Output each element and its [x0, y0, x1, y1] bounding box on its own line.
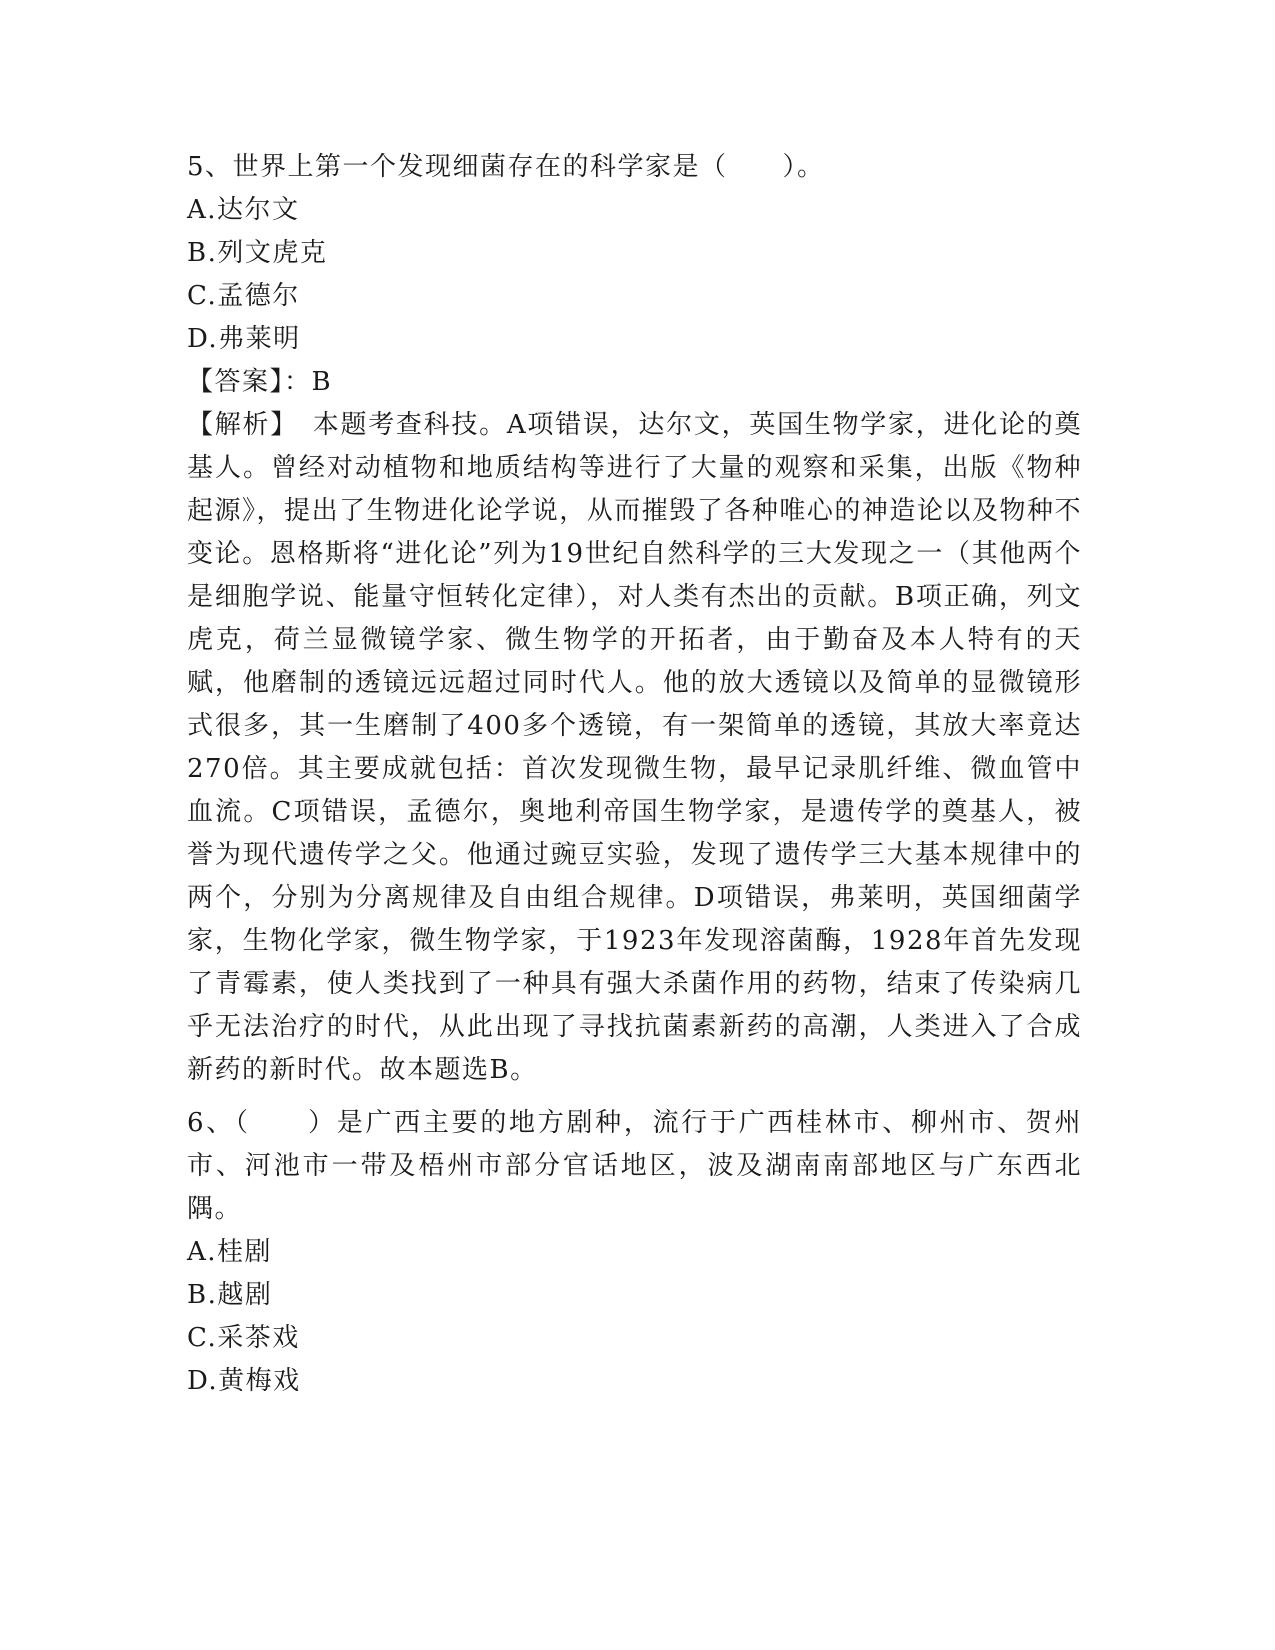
option-d: D.弗莱明	[187, 324, 301, 354]
question-6	[187, 1102, 1082, 1403]
question-divider	[187, 1092, 1082, 1102]
analysis: 【解析】 本题考查科技。A项错误，达尔文，英国生物学家，进化论的奠基人。曾经对动植物和地质结构等进行了大量的观察和采集，出版《物种起源》，提出了生物进化论学说，从而摧毁了各种唯心的神造论以及物种不变论。恩格斯将“进化论”列为19世纪自然科学的三大发现之一（其他两个是细胞学说、能量守恒转化定律），对人类有杰出的贡献。B项正确，列文虎克，荷兰显微镜学家、微生物学的开拓者，由于勤奋及本人特有的天赋，他磨制的透镜远远超过同时代人。他的放大透镜以及简单的显微镜形式很多，其一生磨制了400多个透镜，有一架简单的透镜，其放大率竟达270倍。其主要成就包括：首次发现微生物，最早记录肌纤维、微血管中血流。C项错误，孟德尔，奥地利帝国生物学家，是遗传学的奠基人，被誉为现代遗传学之父。他通过豌豆实验，发现了遗传学三大基本规律中的两个，分别为分离规律及自由组合规律。D项错误，弗莱明，英国细菌学家，生物化学家，微生物学家，于1923年发现溶菌酶，1928年首先发现了青霉素，使人类找到了一种具有强大杀菌作用的药物，结束了传染病几乎无法治疗的时代，从此出现了寻找抗菌素新药的高潮，人类进入了合成新药的新时代。故本题选B。	[187, 410, 1082, 1085]
option-b: B.列文虎克	[187, 238, 328, 268]
option-b: B.越剧	[187, 1280, 273, 1310]
document-body	[187, 146, 1082, 1403]
question-5	[187, 146, 1082, 1092]
option-c: C.采茶戏	[187, 1323, 300, 1353]
question-stem: 6、（ ）是广西主要的地方剧种，流行于广西桂林市、柳州市、贺州市、河池市一带及梧州市部分官话地区，波及湖南南部地区与广东西北隅。	[187, 1108, 1082, 1224]
option-a: A.桂剧	[187, 1237, 273, 1267]
question-stem: 5、世界上第一个发现细菌存在的科学家是（ ）。	[187, 152, 825, 182]
option-a: A.达尔文	[187, 195, 300, 225]
option-d: D.黄梅戏	[187, 1366, 301, 1396]
option-c: C.孟德尔	[187, 281, 300, 311]
answer: 【答案】：B	[187, 367, 333, 397]
